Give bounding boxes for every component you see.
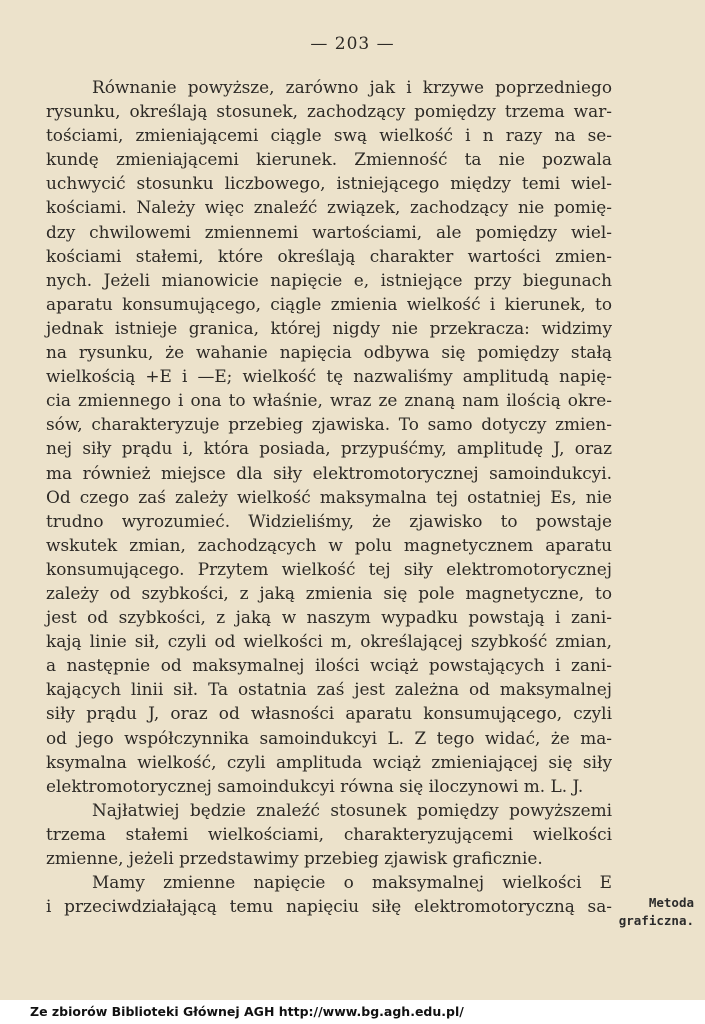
margin-note	[618, 894, 694, 930]
text-line: a następnie od maksymalnej ilości wciąż powstających i zani-	[46, 655, 612, 676]
margin-note-line: graficzna.	[618, 913, 694, 928]
text-line: trudno wyrozumieć. Widzieliśmy, że zjawisko to powstaje	[46, 510, 612, 531]
footer-credit: Ze zbiorów Biblioteki Głównej AGH http://www.bg.agh.edu.pl/	[30, 1004, 464, 1019]
text-line: uchwycić stosunku liczbowego, istniejącego między temi wiel-	[46, 173, 612, 194]
text-line: ksymalna wielkość, czyli amplituda wciąż zmieniającej się siły	[46, 751, 612, 772]
text-line: Mamy zmienne napięcie o maksymalnej wielkości E	[92, 872, 612, 893]
text-line: tościami, zmieniającemi ciągle swą wielkość i n razy na se-	[46, 125, 612, 146]
text-line: sów, charakteryzuje przebieg zjawiska. To samo dotyczy zmien-	[46, 414, 612, 435]
text-line: kościami stałemi, które określają charakter wartości zmien-	[46, 245, 612, 266]
text-line: rysunku, określają stosunek, zachodzący pomiędzy trzema war-	[46, 101, 612, 122]
text-line: i przeciwdziałającą temu napięciu siłę elektromotoryczną sa-	[46, 896, 612, 917]
text-line: zależy od szybkości, z jaką zmienia się pole magnetyczne, to	[46, 582, 612, 603]
text-line: kundę zmieniającemi kierunek. Zmienność ta nie pozwala	[46, 149, 612, 170]
footer-bar	[0, 1000, 705, 1024]
text-line: od jego współczynnika samoindukcyi L. Z tego widać, że ma-	[46, 727, 612, 748]
text-line: konsumującego. Przytem wielkość tej siły elektromotorycznej	[46, 558, 612, 579]
page-number: — 203 —	[310, 34, 395, 54]
text-line: nych. Jeżeli mianowicie napięcie e, istniejące przy biegunach	[46, 269, 612, 290]
text-line: Od czego zaś zależy wielkość maksymalna tej ostatniej Es, nie	[46, 486, 612, 507]
text-line: elektromotorycznej samoindukcyi równa się iloczynowi m. L. J.	[46, 775, 584, 796]
text-line: kają linie sił, czyli od wielkości m, określającej szybkość zmian,	[46, 631, 612, 652]
text-line: jest od szybkości, z jaką w naszym wypadku powstają i zani-	[46, 607, 612, 628]
text-line: kościami. Należy więc znaleźć związek, zachodzący nie pomię-	[46, 197, 612, 218]
text-line: ma również miejsce dla siły elektromotorycznej samoindukcyi.	[46, 462, 612, 483]
text-line: Najłatwiej będzie znaleźć stosunek pomiędzy powyższemi	[92, 799, 612, 820]
text-line: aparatu konsumującego, ciągle zmienia wielkość i kierunek, to	[46, 293, 612, 314]
text-line: zmienne, jeżeli przedstawimy przebieg zjawisk graficznie.	[46, 848, 543, 868]
text-line: nej siły prądu i, która posiada, przypuśćmy, amplitudę J, oraz	[46, 438, 612, 459]
text-line: dzy chwilowemi zmiennemi wartościami, ale pomiędzy wiel-	[46, 221, 612, 242]
text-line: siły prądu J, oraz od własności aparatu konsumującego, czyli	[46, 703, 612, 724]
margin-note-line: Metoda	[648, 895, 694, 910]
body-text	[46, 75, 612, 918]
text-line: trzema stałemi wielkościami, charakteryzującemi wielkości	[46, 823, 612, 844]
text-line: kających linii sił. Ta ostatnia zaś jest zależna od maksymalnej	[46, 679, 612, 700]
text-line: cia zmiennego i ona to właśnie, wraz ze znaną nam ilością okre-	[46, 390, 612, 411]
text-line: wskutek zmian, zachodzących w polu magnetycznem aparatu	[46, 534, 612, 555]
text-line: jednak istnieje granica, której nigdy nie przekracza: widzimy	[46, 317, 612, 338]
text-line: Równanie powyższe, zarówno jak i krzywe poprzedniego	[92, 77, 612, 97]
text-line: na rysunku, że wahanie napięcia odbywa się pomiędzy stałą	[46, 342, 612, 363]
text-line: wielkością +E i —E; wielkość tę nazwaliśmy amplitudą napię-	[46, 366, 612, 387]
